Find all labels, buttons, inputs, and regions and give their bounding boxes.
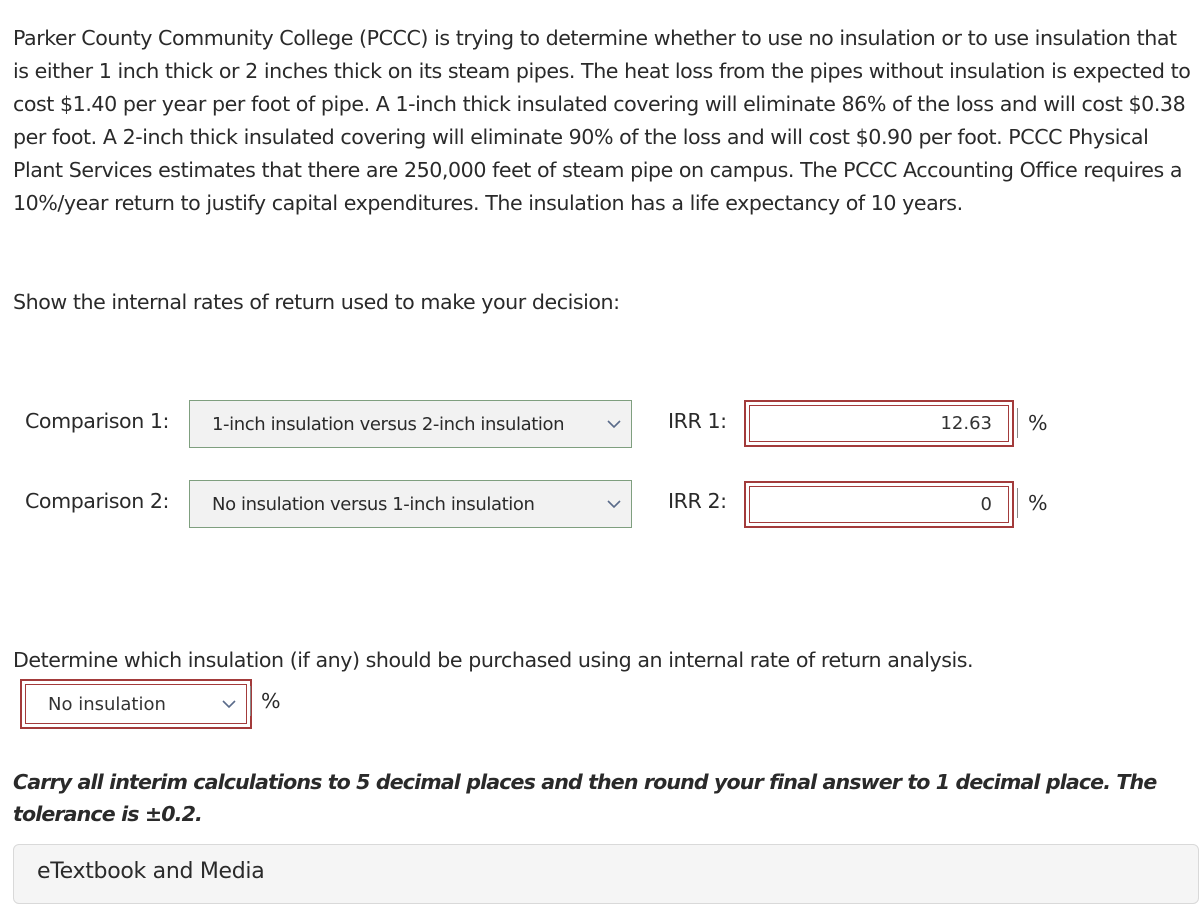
irr-1-value: 12.63 — [940, 413, 992, 434]
irr-prompt: Show the internal rates of return used to make your decision: — [13, 290, 620, 314]
comparison-2-select[interactable] — [189, 480, 632, 528]
irr-2-value: 0 — [980, 494, 992, 515]
comparison-1-label: Comparison 1: — [25, 409, 170, 433]
etextbook-media-panel[interactable] — [13, 844, 1199, 904]
comparison-1-selected-value: 1-inch insulation versus 2-inch insulation — [212, 413, 565, 435]
irr-2-label: IRR 2: — [668, 489, 727, 513]
irr-1-unit: % — [1017, 408, 1048, 438]
problem-statement: Parker County Community College (PCCC) is trying to determine whether to use no insulation or to use insulation that is either 1 inch thick or 2 inches thick on its steam pipes. The heat loss from the pipes without insulation is expected to cost $1.40 per year per foot of pipe. A 1-inch thick insulated covering will eliminate 86% of the loss and will cost $0.38 per foot. A 2-inch thick insulated covering will eliminate 90% of the loss and will cost $0.90 per foot. PCCC Physical Plant Services estimates that there are 250,000 feet of steam pipe on campus. The PCCC Accounting Office requires a 10%/year return to justify capital expenditures. The insulation has a life expectancy of 10 years. — [13, 26, 1191, 215]
comparison-2-selected-value: No insulation versus 1-inch insulation — [212, 493, 535, 515]
decision-question: Determine which insulation (if any) should be purchased using an internal rate of return analysis. — [13, 648, 974, 672]
irr-1-label: IRR 1: — [668, 409, 727, 433]
chevron-down-icon — [607, 500, 621, 509]
decision-select[interactable] — [20, 679, 252, 729]
decision-unit: % — [250, 686, 281, 716]
irr-1-input[interactable] — [744, 400, 1014, 447]
rounding-instruction: Carry all interim calculations to 5 decimal places and then round your final answer to 1 decimal place. The tolerance is ±0.2. — [13, 770, 1157, 826]
irr-2-unit: % — [1017, 488, 1048, 518]
decision-selected-value: No insulation — [48, 693, 166, 715]
etextbook-media-label: eTextbook and Media — [37, 859, 265, 884]
chevron-down-icon — [222, 700, 236, 709]
comparison-2-label: Comparison 2: — [25, 489, 170, 513]
irr-2-input[interactable] — [744, 481, 1014, 528]
comparison-1-select[interactable] — [189, 400, 632, 448]
chevron-down-icon — [607, 420, 621, 429]
